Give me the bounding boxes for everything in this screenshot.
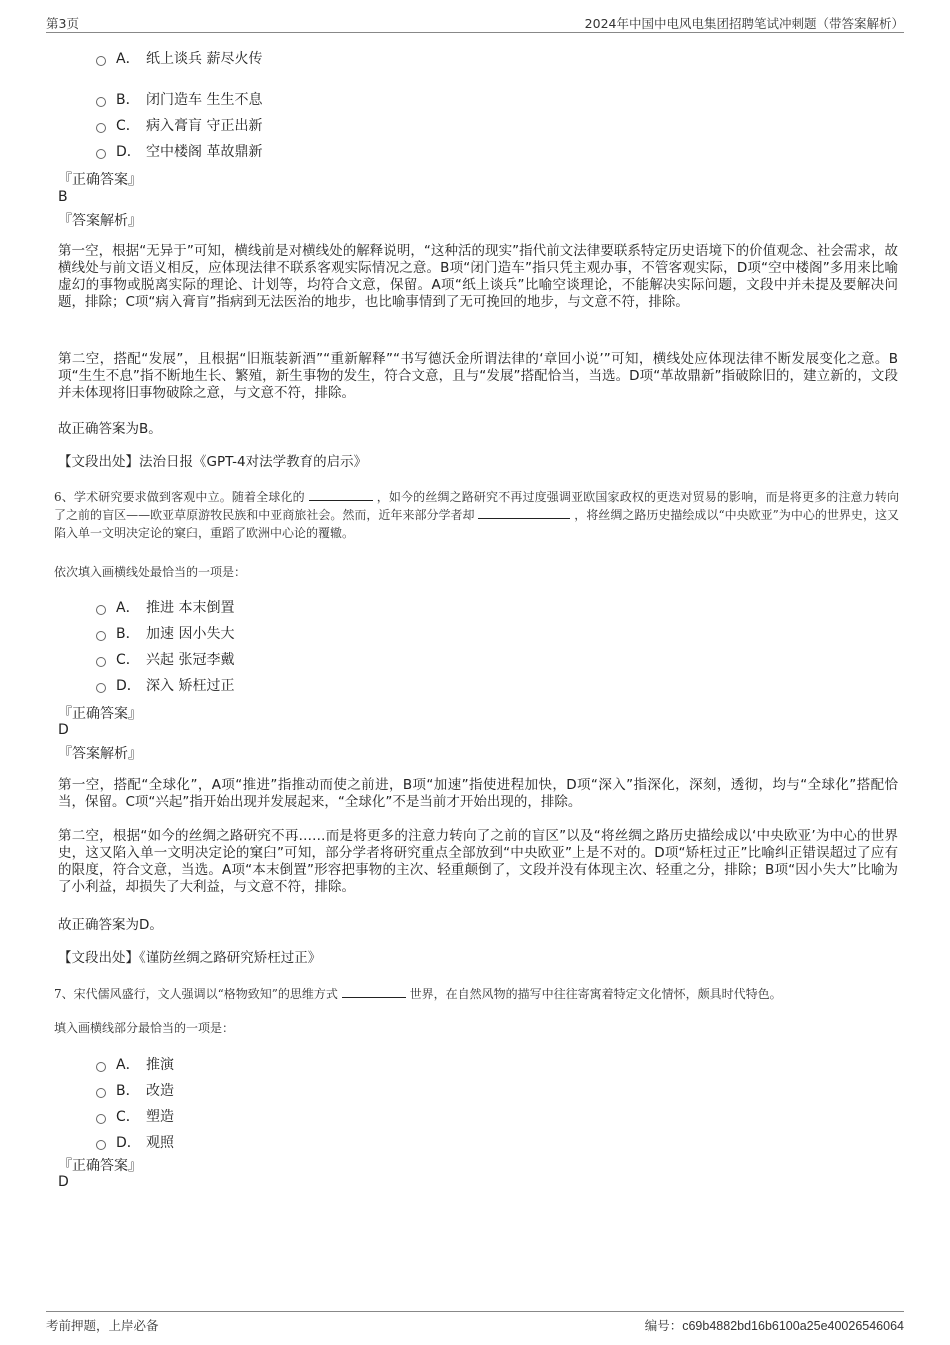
page-footer — [46, 1311, 904, 1334]
q5-analysis-para-2: 第二空，搭配“发展”，且根据“旧瓶装新酒”“重新解释”“书写德沃金所谓法律的‘章回小说’”可知，横线处应体现法律不断发展变化之意。B项“生生不息”指不断地生长、繁殖，新生事物的发生，符合文意，且与“发展”搭配恰当，当选。D项“革故鼎新”指破除旧的，建立新的，文段并未体现将旧事物破除之意，与文意不符，排除。 — [58, 351, 898, 401]
q5-conclusion: 故正确答案为B。 — [58, 421, 162, 437]
q5-option-d[interactable]: D． 空中楼阁 革故鼎新 — [96, 140, 262, 162]
radio-icon[interactable] — [96, 605, 106, 615]
q7-option-c[interactable]: C． 塑造 — [96, 1105, 174, 1127]
radio-icon[interactable] — [96, 631, 106, 641]
document-code: 编号：c69b4882bd16b6100a25e40026546064 — [644, 1318, 904, 1333]
radio-icon[interactable] — [96, 1062, 106, 1072]
radio-icon[interactable] — [96, 1088, 106, 1098]
q5-correct-label: 『正确答案』 — [58, 172, 142, 188]
q5-correct-answer: B — [58, 189, 68, 205]
q6-correct-label: 『正确答案』 — [58, 706, 142, 722]
q6-option-c[interactable]: C． 兴起 张冠李戴 — [96, 648, 234, 670]
q6-conclusion: 故正确答案为D。 — [58, 917, 163, 933]
q6-option-d[interactable]: D． 深入 矫枉过正 — [96, 674, 234, 696]
q7-instruction: 填入画横线部分最恰当的一项是： — [54, 1021, 235, 1035]
q6-source: 【文段出处】《谨防丝绸之路研究矫枉过正》 — [58, 950, 322, 966]
radio-icon[interactable] — [96, 657, 106, 667]
radio-icon[interactable] — [96, 1114, 106, 1124]
q7-question: 7、宋代儒风盛行，文人强调以“格物致知”的思维方式 世界，在自然风物的描写中往往寄寓着特定文化情怀，颇具时代特色。 — [54, 987, 782, 1001]
document-title: 2024年中国中电风电集团招聘笔试冲刺题（带答案解析） — [584, 16, 904, 31]
page-header — [46, 12, 904, 33]
radio-icon[interactable] — [96, 97, 106, 107]
radio-icon[interactable] — [96, 149, 106, 159]
radio-icon[interactable] — [96, 1140, 106, 1150]
q5-option-c[interactable]: C． 病入膏肓 守正出新 — [96, 114, 262, 136]
radio-icon[interactable] — [96, 123, 106, 133]
q6-option-b[interactable]: B． 加速 因小失大 — [96, 622, 234, 644]
q6-instruction: 依次填入画横线处最恰当的一项是： — [54, 565, 247, 579]
q5-source: 【文段出处】法治日报《GPT-4对法学教育的启示》 — [58, 454, 368, 470]
q5-analysis-label: 『答案解析』 — [58, 213, 142, 229]
radio-icon[interactable] — [96, 683, 106, 693]
q7-correct-label: 『正确答案』 — [58, 1158, 142, 1174]
q6-blank-2 — [478, 506, 570, 519]
q6-correct-answer: D — [58, 722, 69, 738]
q7-option-d[interactable]: D． 观照 — [96, 1131, 174, 1153]
q6-question: 6、学术研究要求做到客观中立。随着全球化的 ，如今的丝绸之路研究不再过度强调亚欧国家政权的更迭对贸易的影响，而是将更多的注意力转向了之前的盲区——欧亚草原游牧民族和中亚商旅社会。然而，近年来部分学者却 ，将丝绸之路历史描绘成以“中央欧亚”为中心的世界史，这又陷入单一文明决定论的窠臼，重蹈了欧洲中心论的覆辙。 — [54, 490, 899, 540]
q6-analysis-para-2: 第二空，根据“如今的丝绸之路研究不再……而是将更多的注意力转向了之前的盲区”以及“将丝绸之路历史描绘成以‘中央欧亚’为中心的世界史，这又陷入单一文明决定论的窠臼”可知，部分学者将研究重点全部放到“中央欧亚”上是不对的。D项“矫枉过正”比喻纠正错误超过了应有的限度，符合文意，当选。A项“本末倒置”形容把事物的主次、轻重颠倒了，文段并没有体现主次、轻重之分，排除；B项“因小失大”比喻为了小利益，却损失了大利益，与文意不符，排除。 — [58, 828, 898, 895]
q5-option-a[interactable]: A． 纸上谈兵 薪尽火传 — [96, 47, 262, 69]
footer-slogan: 考前押题，上岸必备 — [46, 1318, 159, 1333]
page-number: 第3页 — [46, 16, 79, 31]
q5-analysis-para-1: 第一空，根据“无异于”可知，横线前是对横线处的解释说明，“这种活的现实”指代前文法律要联系特定历史语境下的价值观念、社会需求，故横线处与前文语义相反，应体现法律不联系客观实际情况之意。B项“闭门造车”指只凭主观办事，不管客观实际，D项“空中楼阁”多用来比喻虚幻的事物或脱离实际的理论、计划等，均符合文意，保留。A项“纸上谈兵”比喻空谈理论，不能解决实际问题，文段中并未提及要解决问题，排除；C项“病入膏肓”指病到无法医治的地步，也比喻事情到了无可挽回的地步，与文意不符，排除。 — [58, 243, 898, 310]
q7-option-b[interactable]: B． 改造 — [96, 1079, 174, 1101]
q7-correct-answer: D — [58, 1174, 69, 1190]
q6-analysis-label: 『答案解析』 — [58, 746, 142, 762]
q6-option-a[interactable]: A． 推进 本末倒置 — [96, 596, 234, 618]
q7-blank — [342, 985, 406, 998]
q5-option-b[interactable]: B． 闭门造车 生生不息 — [96, 88, 262, 110]
q6-analysis-para-1: 第一空，搭配“全球化”，A项“推进”指推动而使之前进，B项“加速”指使进程加快，D项“深入”指深化，深刻，透彻，均与“全球化”搭配恰当，保留。C项“兴起”指开始出现并发展起来，“全球化”不是当前才开始出现的，排除。 — [58, 777, 898, 810]
radio-icon[interactable] — [96, 56, 106, 66]
q7-option-a[interactable]: A． 推演 — [96, 1053, 174, 1075]
q6-blank-1 — [309, 488, 373, 501]
